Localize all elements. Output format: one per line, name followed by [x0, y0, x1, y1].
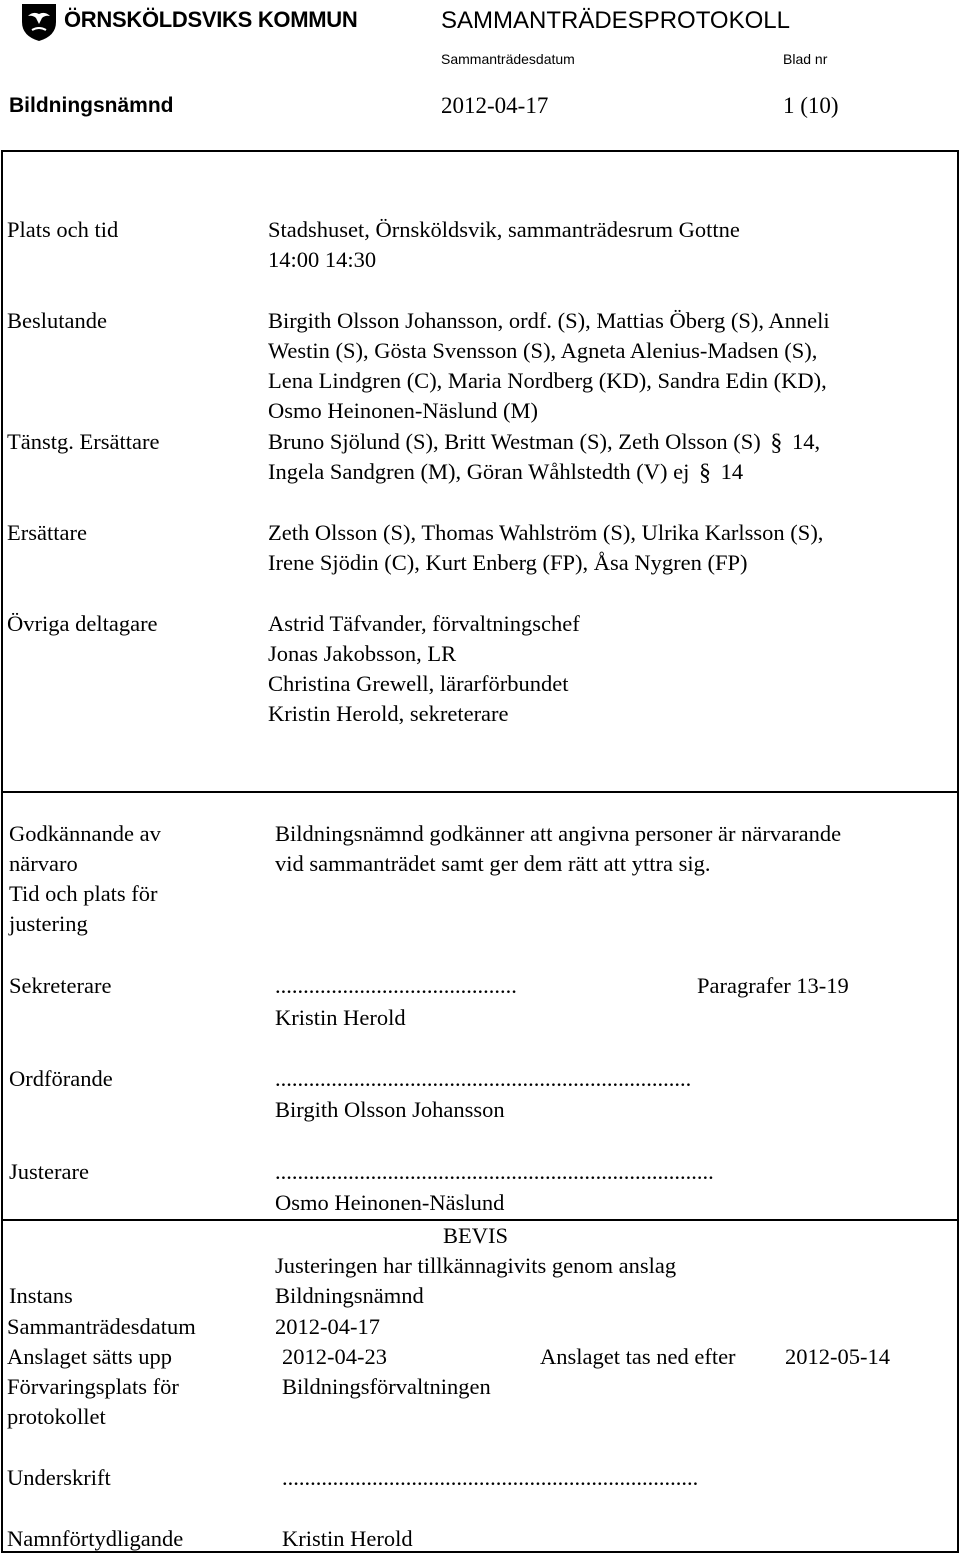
secretary-signature-line: ........................................... [275, 973, 517, 998]
storage-label-line: Förvaringsplats för [7, 1374, 179, 1399]
participant-line: Jonas Jakobsson, LR [268, 641, 457, 666]
page-number: 1 (10) [783, 93, 839, 118]
secretary-label: Sekreterare [9, 973, 112, 998]
serving-deputies-paragraph: 14 [720, 459, 744, 484]
chair-signature-line: .......................................................................... [275, 1066, 692, 1091]
member-line: Lena Lindgren (C), Maria Nordberg (KD), Sandra Edin (KD), [268, 368, 827, 393]
document-type: SAMMANTRÄDESPROTOKOLL [441, 7, 790, 34]
serving-deputies-label: Tänstg. Ersättare [7, 429, 160, 454]
paragraphs-range: Paragrafer 13-19 [697, 973, 849, 998]
certificate-title: BEVIS [443, 1223, 509, 1248]
chair-name: Birgith Olsson Johansson [275, 1097, 505, 1122]
approval-label-line: Godkännande av [9, 821, 161, 846]
divider-attendance [1, 791, 959, 793]
approval-text-line: vid sammanträdet samt ger dem rätt att yttra sig. [275, 851, 711, 876]
approval-text-line: Bildningsnämnd godkänner att angivna personer är närvarande [275, 821, 842, 846]
municipality-name: ÖRNSKÖLDSVIKS KOMMUN [64, 7, 358, 32]
page-label: Blad nr [783, 51, 828, 67]
signature-label: Underskrift [7, 1465, 111, 1490]
member-line: Westin (S), Gösta Svensson (S), Agneta Alenius-Madsen (S), [268, 338, 818, 363]
storage-label [7, 1372, 179, 1432]
posted-label: Anslaget sätts upp [7, 1344, 172, 1369]
serving-deputies-paragraph: 14, [792, 429, 821, 454]
others-label: Övriga deltagare [7, 611, 158, 636]
approval-text [275, 819, 841, 879]
serving-deputies [268, 427, 820, 487]
participant-line: Kristin Herold, sekreterare [268, 701, 509, 726]
participant-line: Astrid Täfvander, förvaltningschef [268, 611, 580, 636]
removed-label: Anslaget tas ned efter [540, 1344, 736, 1369]
meeting-date-label: Sammanträdesdatum [441, 51, 575, 67]
member-line: Birgith Olsson Johansson, ordf. (S), Mattias Öberg (S), Anneli [268, 308, 830, 333]
instance-value: Bildningsnämnd [275, 1283, 424, 1308]
serving-deputies-text: Bruno Sjölund (S), Britt Westman (S), Zeth Olsson (S) [268, 429, 761, 454]
removed-value: 2012-05-14 [785, 1344, 890, 1369]
municipal-crest-icon [20, 2, 58, 42]
place-value [268, 215, 740, 275]
adjuster-name: Osmo Heinonen-Näslund [275, 1190, 505, 1215]
deputies-label: Ersättare [7, 520, 87, 545]
deputy-line: Zeth Olsson (S), Thomas Wahlström (S), Ulrika Karlsson (S), [268, 520, 824, 545]
posted-value: 2012-04-23 [282, 1344, 387, 1369]
section-sign: § [770, 430, 783, 456]
section-sign: § [698, 460, 711, 486]
place-label: Plats och tid [7, 217, 119, 242]
time-line: 14:00 14:30 [268, 247, 377, 272]
certificate-subtitle: Justeringen har tillkännagivits genom anslag [275, 1253, 677, 1278]
member-line: Osmo Heinonen-Näslund (M) [268, 398, 538, 423]
storage-label-line: protokollet [7, 1404, 106, 1429]
place-line: Stadshuset, Örnsköldsvik, sammanträdesrum Gottne [268, 217, 740, 242]
meeting-date: 2012-04-17 [441, 93, 549, 118]
serving-deputies-text: Ingela Sandgren (M), Göran Wåhlstedth (V) ej [268, 459, 690, 484]
deputies [268, 518, 823, 578]
committee-name: Bildningsnämnd [9, 94, 174, 117]
instance-label: Instans [9, 1283, 73, 1308]
approval-label-line: Tid och plats för [9, 881, 158, 906]
other-participants [268, 609, 580, 729]
approval-label-line: närvaro [9, 851, 78, 876]
meeting-date-row-label: Sammanträdesdatum [7, 1314, 196, 1339]
adjuster-label: Justerare [9, 1159, 89, 1184]
signature-line: .......................................................................... [282, 1465, 699, 1490]
name-clarification-value: Kristin Herold [282, 1526, 413, 1551]
name-clarification-label: Namnförtydligande [7, 1526, 184, 1551]
participant-line: Christina Grewell, lärarförbundet [268, 671, 569, 696]
storage-value: Bildningsförvaltningen [282, 1374, 491, 1399]
adjuster-signature-line: .............................................................................. [275, 1159, 714, 1184]
deciding-label: Beslutande [7, 308, 107, 333]
secretary-name: Kristin Herold [275, 1005, 406, 1030]
chair-label: Ordförande [9, 1066, 113, 1091]
meeting-date-row-value: 2012-04-17 [275, 1314, 380, 1339]
deciding-members [268, 306, 830, 426]
approval-label-line: justering [9, 911, 88, 936]
deputy-line: Irene Sjödin (C), Kurt Enberg (FP), Åsa Nygren (FP) [268, 550, 748, 575]
approval-label [9, 819, 161, 939]
